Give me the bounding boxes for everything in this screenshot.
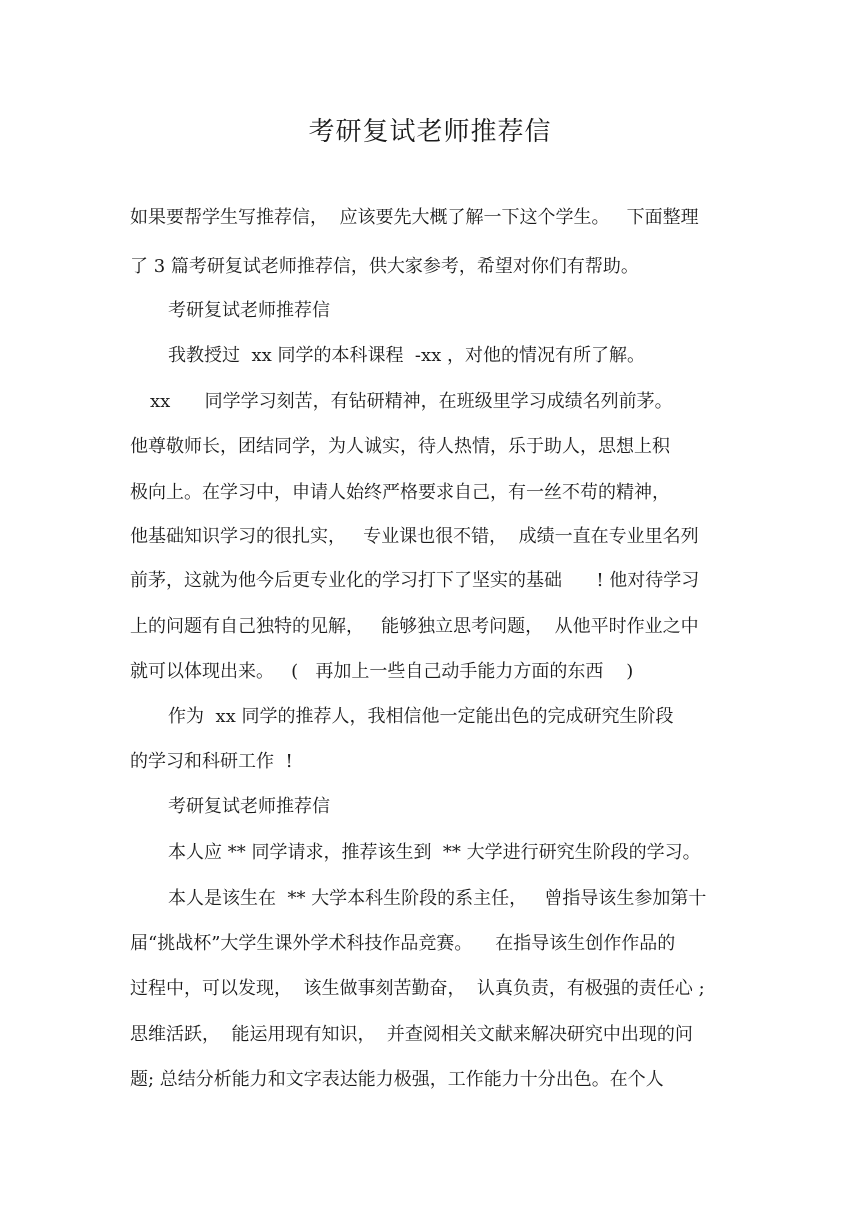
body-line-18: 题; 总结分析能力和文字表达能力极强，工作能力十分出色。在个人 <box>130 1069 664 1090</box>
section-heading-1: 考研复试老师推荐信 <box>168 300 330 321</box>
body-line-3: 我教授过 xx 同学的本科课程 -xx ，对他的情况有所了解。 <box>168 345 646 366</box>
body-line-10: 就可以体现出来。 ( 再加上一些自己动手能力方面的东西 ) <box>130 661 634 682</box>
body-line-7: 他基础知识学习的很扎实， 专业课也很不错， 成绩一直在专业里名列 <box>130 526 699 547</box>
body-line-9: 上的问题有自己独特的见解， 能够独立思考问题， 从他平时作业之中 <box>130 616 699 637</box>
body-line-17: 思维活跃， 能运用现有知识， 并查阅相关文献来解决研究中出现的问 <box>130 1024 693 1045</box>
body-line-14: 本人是该生在 ** 大学本科生阶段的系主任， 曾指导该生参加第十 <box>168 888 707 909</box>
body-line-8: 前茅，这就为他今后更专业化的学习打下了坚实的基础 ! 他对待学习 <box>130 570 700 591</box>
body-line-12: 的学习和科研工作 ! <box>130 751 293 772</box>
body-line-5: 他尊敬师长，团结同学，为人诚实，待人热情，乐于助人，思想上积 <box>130 436 670 457</box>
body-line-1: 如果要帮学生写推荐信， 应该要先大概了解一下这个学生。 下面整理 <box>130 207 699 228</box>
body-line-13: 本人应 ** 同学请求，推荐该生到 ** 大学进行研究生阶段的学习。 <box>168 842 701 863</box>
section-heading-2: 考研复试老师推荐信 <box>168 796 330 817</box>
body-line-2: 了 3 篇考研复试老师推荐信，供大家参考，希望对你们有帮助。 <box>130 256 639 277</box>
body-line-11: 作为 xx 同学的推荐人，我相信他一定能出色的完成研究生阶段 <box>168 706 674 727</box>
body-line-6: 极向上。在学习中，申请人始终严格要求自己，有一丝不苟的精神， <box>130 482 670 503</box>
body-line-16: 过程中，可以发现， 该生做事刻苦勤奋， 认真负责，有极强的责任心 ; <box>130 978 705 999</box>
body-line-15: 届“挑战杯”大学生课外学术科技作品竞赛。 在指导该生创作作品的 <box>130 933 676 954</box>
document-title: 考研复试老师推荐信 <box>308 117 552 147</box>
body-line-4: xx 同学学习刻苦，有钻研精神，在班级里学习成绩名列前茅。 <box>150 391 673 412</box>
